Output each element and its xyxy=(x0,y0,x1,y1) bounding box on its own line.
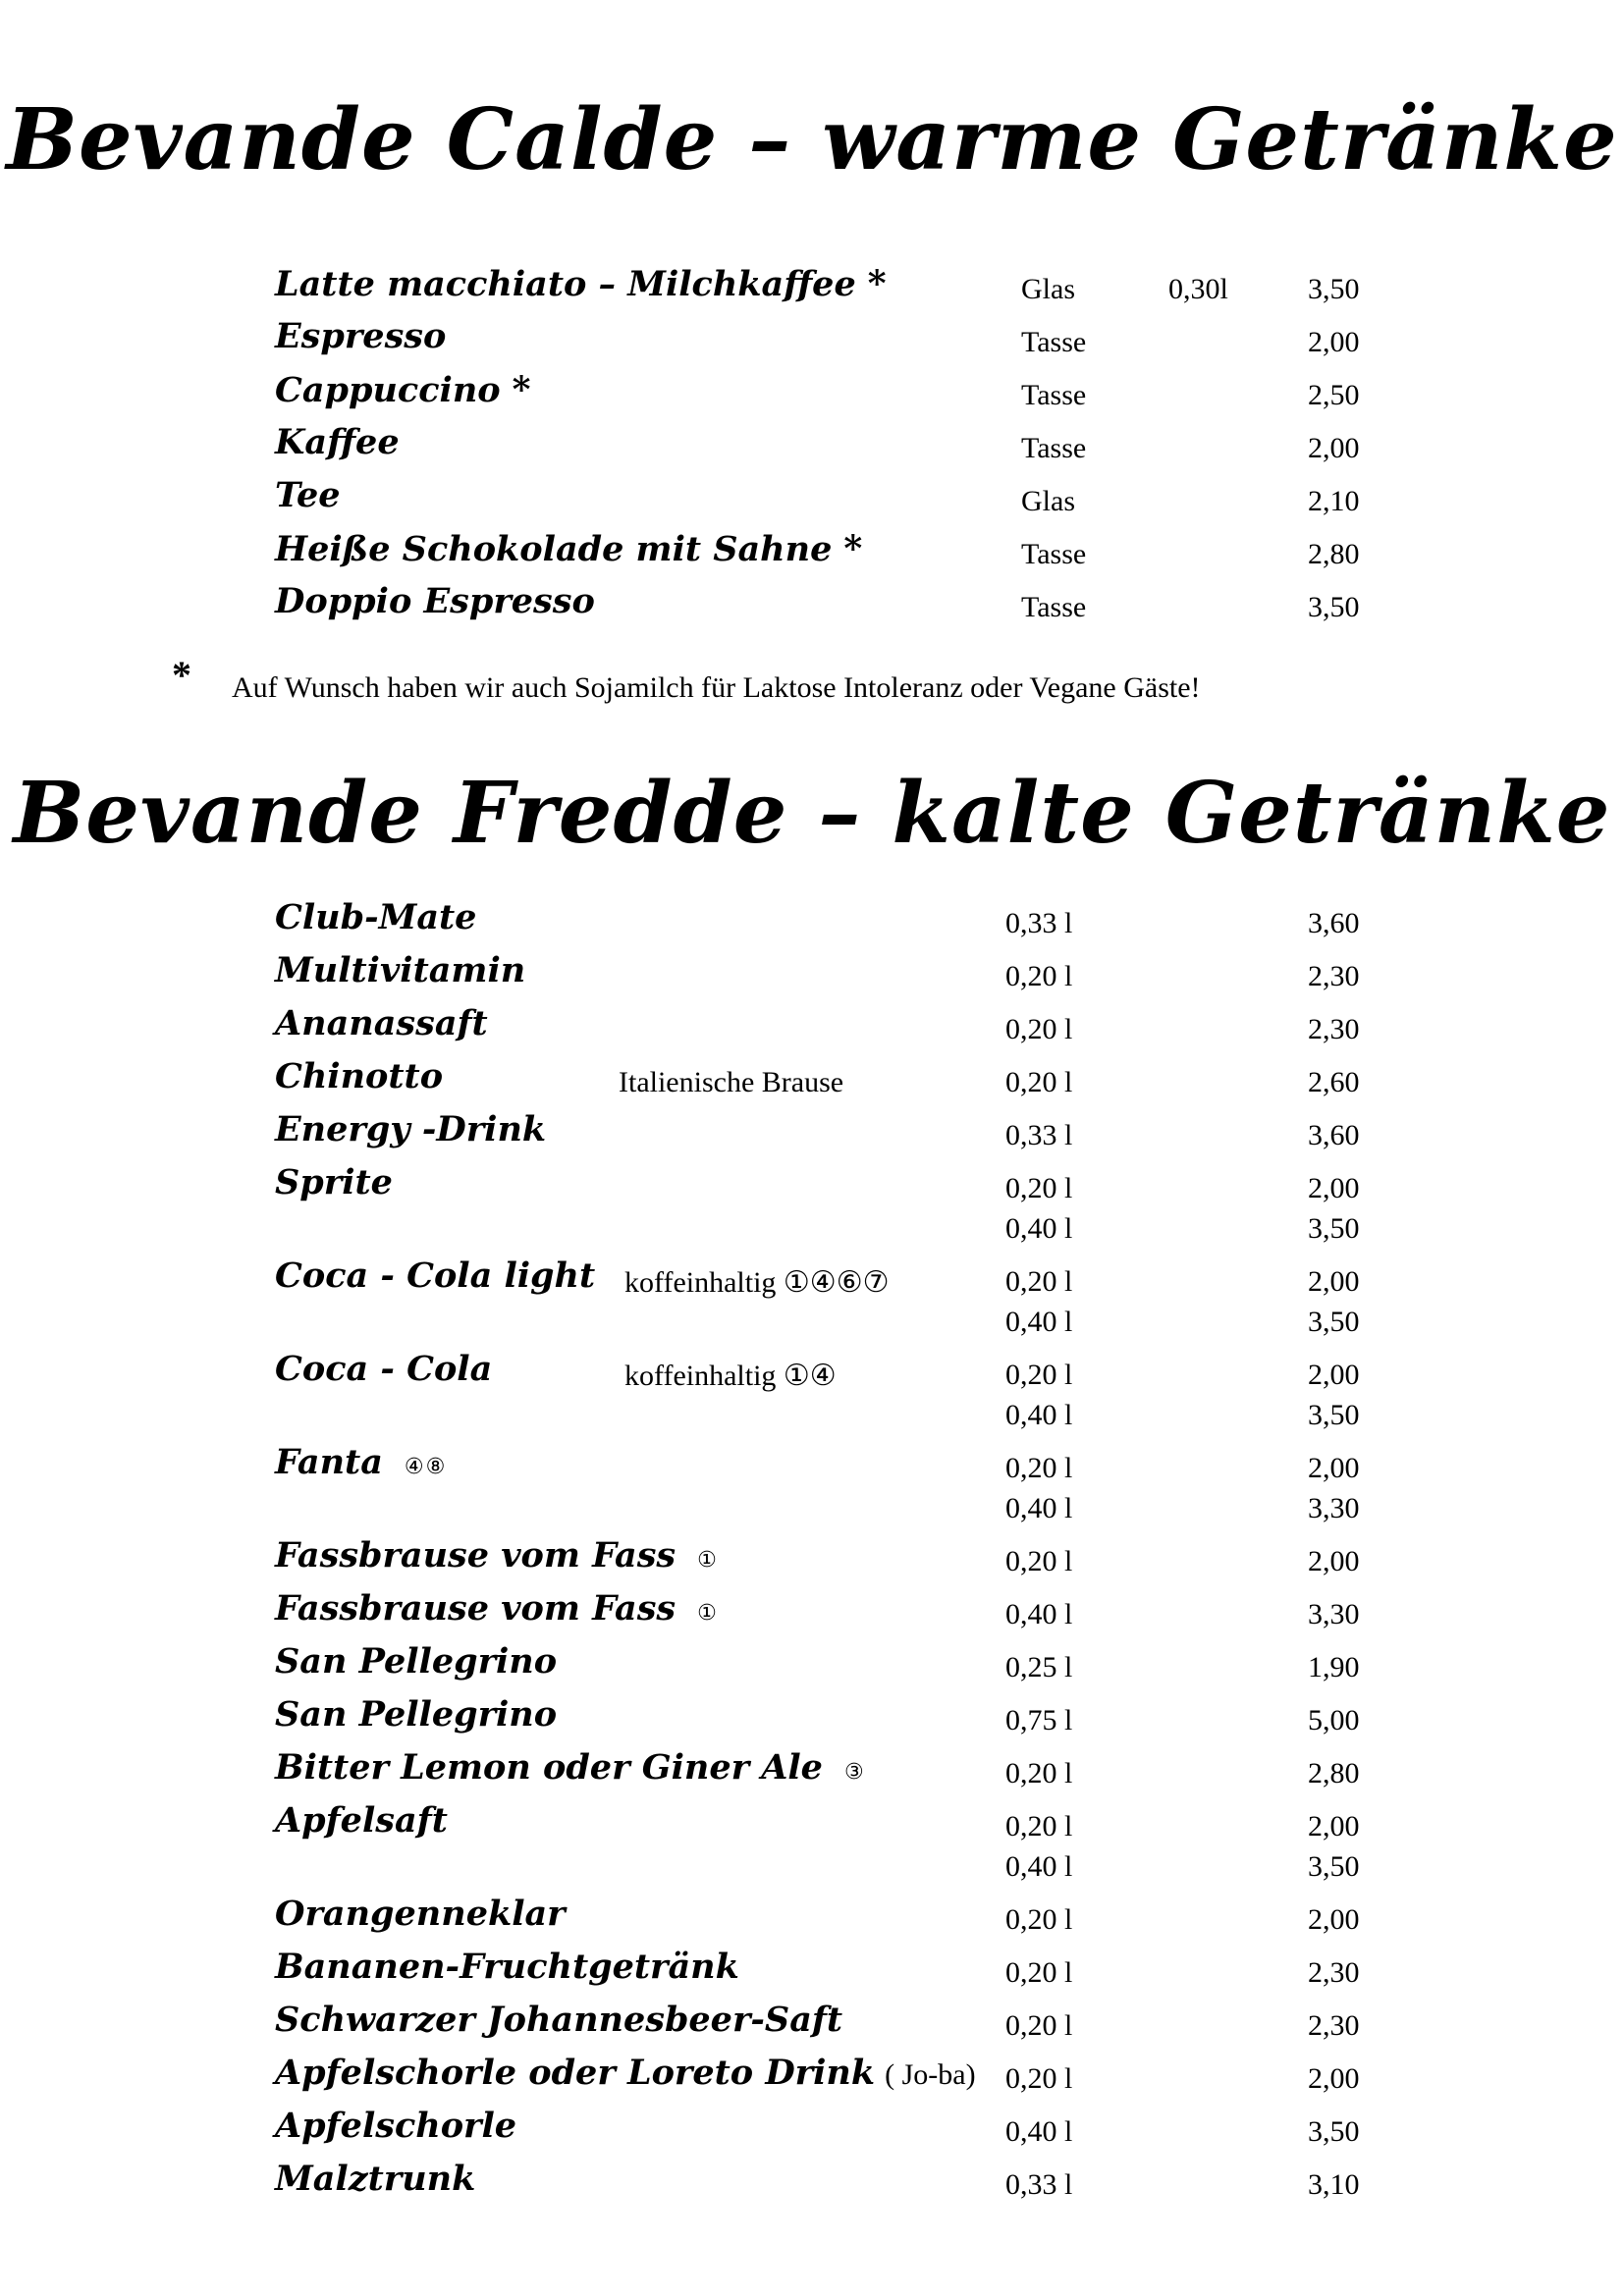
additive-marker: ③ xyxy=(843,1760,866,1785)
cold-drink-name xyxy=(275,1162,393,1202)
hot-drink-name-text: Cappuccino xyxy=(275,370,501,410)
hot-drink-name-text: Tee xyxy=(275,475,341,515)
hot-drink-container: Tasse xyxy=(1021,326,1087,358)
hot-drink-container: Tasse xyxy=(1021,379,1087,411)
cold-drink-name-text: Apfelschorle xyxy=(275,2106,517,2146)
cold-drink-volume: 0,40 l xyxy=(1005,1850,1073,1883)
cold-drink-price: 3,50 xyxy=(1308,1850,1360,1883)
cold-drinks-title: Bevande Fredde – kalte Getränke xyxy=(13,764,1611,863)
cold-drink-price: 2,00 xyxy=(1308,1903,1360,1936)
hot-drink-price: 2,00 xyxy=(1308,432,1360,464)
cold-drink-price: 3,60 xyxy=(1308,1119,1360,1151)
cold-drink-name xyxy=(275,1641,557,1682)
cold-drink-name-text: Ananassaft xyxy=(275,1003,488,1043)
cold-drink-price: 2,80 xyxy=(1308,1757,1360,1789)
cold-drink-name xyxy=(275,1694,557,1735)
cold-drink-volume: 0,33 l xyxy=(1005,907,1073,939)
cold-drink-name xyxy=(275,1349,492,1389)
cold-drink-price: 3,50 xyxy=(1308,1212,1360,1245)
hot-drink-price: 3,50 xyxy=(1308,591,1360,623)
hot-drink-name xyxy=(275,369,530,410)
cold-drink-name-text: Fanta xyxy=(275,1442,383,1482)
cold-drink-volume: 0,33 l xyxy=(1005,1119,1073,1151)
cold-drink-name xyxy=(275,2053,976,2093)
hot-drink-price: 3,50 xyxy=(1308,273,1360,305)
cold-drink-name-text: Club-Mate xyxy=(275,897,477,937)
hot-drink-name xyxy=(275,263,887,304)
hot-drink-name-text: Doppio Espresso xyxy=(275,581,595,621)
hot-drink-name xyxy=(275,528,862,569)
cold-drink-description: koffeinhaltig ①④⑥⑦ xyxy=(624,1266,890,1299)
cold-drink-price: 2,00 xyxy=(1308,1172,1360,1204)
cold-drink-volume: 0,25 l xyxy=(1005,1651,1073,1683)
cold-drink-name xyxy=(275,897,476,937)
hot-drink-name-text: Latte macchiato – Milchkaffee xyxy=(275,264,856,304)
cold-drink-name-text: Fassbrause vom Fass xyxy=(275,1588,677,1629)
hot-drink-name xyxy=(275,316,446,356)
cold-drink-name xyxy=(275,1056,443,1096)
cold-drink-volume: 0,20 l xyxy=(1005,1810,1073,1842)
cold-drink-price: 2,30 xyxy=(1308,2009,1360,2042)
cold-drink-name-text: Orangenneklar xyxy=(275,1894,566,1934)
cold-drink-price: 2,30 xyxy=(1308,960,1360,992)
cold-drink-volume: 0,20 l xyxy=(1005,1956,1073,1989)
cold-drink-name xyxy=(275,1109,546,1149)
cold-drink-volume: 0,40 l xyxy=(1005,1399,1073,1431)
hot-drink-price: 2,50 xyxy=(1308,379,1360,411)
asterisk-marker: * xyxy=(512,369,531,410)
cold-drink-volume: 0,40 l xyxy=(1005,2115,1073,2148)
cold-drink-volume: 0,20 l xyxy=(1005,1013,1073,1045)
cold-drink-name-text: San Pellegrino xyxy=(275,1694,558,1735)
hot-drink-price: 2,00 xyxy=(1308,326,1360,358)
cold-drink-volume: 0,40 l xyxy=(1005,1492,1073,1524)
cold-drink-volume: 0,20 l xyxy=(1005,1452,1073,1484)
cold-drink-name xyxy=(275,950,525,990)
cold-drink-description: koffeinhaltig ①④ xyxy=(624,1360,837,1392)
cold-drink-name-text: Multivitamin xyxy=(275,950,526,990)
cold-drink-price: 3,50 xyxy=(1308,2115,1360,2148)
cold-drink-volume: 0,20 l xyxy=(1005,1545,1073,1577)
cold-drink-volume: 0,20 l xyxy=(1005,2009,1073,2042)
cold-drink-price: 5,00 xyxy=(1308,1704,1360,1736)
hot-drink-name xyxy=(275,581,595,621)
cold-drink-name-text: San Pellegrino xyxy=(275,1641,558,1682)
asterisk-marker: * xyxy=(843,528,863,569)
cold-drink-name-text: Bitter Lemon oder Giner Ale xyxy=(275,1747,823,1788)
cold-drink-price: 2,00 xyxy=(1308,1810,1360,1842)
cold-drink-name xyxy=(275,2159,475,2199)
cold-drink-price: 2,00 xyxy=(1308,1265,1360,1298)
hot-drink-container: Tasse xyxy=(1021,432,1087,464)
hot-drink-name-text: Kaffee xyxy=(275,422,400,462)
cold-drink-volume: 0,75 l xyxy=(1005,1704,1073,1736)
cold-drink-name xyxy=(275,1535,719,1575)
cold-drink-name-text: Schwarzer Johannesbeer-Saft xyxy=(275,2000,843,2040)
cold-drink-volume: 0,20 l xyxy=(1005,1903,1073,1936)
additive-marker: ① xyxy=(697,1548,719,1573)
cold-drink-price: 2,60 xyxy=(1308,1066,1360,1098)
cold-drink-name-text: Chinotto xyxy=(275,1056,444,1096)
cold-drink-volume: 0,20 l xyxy=(1005,960,1073,992)
cold-drink-volume: 0,40 l xyxy=(1005,1306,1073,1338)
cold-drink-price: 3,50 xyxy=(1308,1306,1360,1338)
cold-drink-price: 3,60 xyxy=(1308,907,1360,939)
cold-drink-price: 2,00 xyxy=(1308,1452,1360,1484)
cold-drink-name-text: Malztrunk xyxy=(275,2159,476,2199)
cold-drink-price: 2,30 xyxy=(1308,1956,1360,1989)
cold-drink-name-text: Apfelsaft xyxy=(275,1800,448,1841)
cold-drink-name xyxy=(275,1894,566,1934)
hot-drink-price: 2,10 xyxy=(1308,485,1360,517)
cold-drink-name-text: Energy -Drink xyxy=(275,1109,547,1149)
cold-drink-volume: 0,20 l xyxy=(1005,1757,1073,1789)
cold-drink-price: 3,30 xyxy=(1308,1492,1360,1524)
additive-marker: ④⑧ xyxy=(404,1455,448,1479)
cold-drink-description: Italienische Brause xyxy=(619,1066,844,1098)
cold-drink-volume: 0,40 l xyxy=(1005,1212,1073,1245)
hot-drink-name-text: Espresso xyxy=(275,316,447,356)
cold-drink-name-text: Fassbrause vom Fass xyxy=(275,1535,677,1575)
cold-drink-price: 3,30 xyxy=(1308,1598,1360,1630)
cold-drink-price: 3,10 xyxy=(1308,2168,1360,2201)
cold-drink-volume: 0,20 l xyxy=(1005,1265,1073,1298)
cold-drink-name-text: Coca - Cola light xyxy=(275,1255,596,1296)
hot-drink-container: Tasse xyxy=(1021,591,1087,623)
cold-drink-name xyxy=(275,2106,516,2146)
cold-drink-volume: 0,33 l xyxy=(1005,2168,1073,2201)
asterisk-marker: * xyxy=(867,263,887,304)
additive-marker: ① xyxy=(697,1601,719,1626)
cold-drink-name-text: Bananen-Fruchtgetränk xyxy=(275,1947,739,1987)
hot-drink-volume: 0,30l xyxy=(1168,273,1228,305)
cold-drink-volume: 0,20 l xyxy=(1005,1172,1073,1204)
cold-drink-name xyxy=(275,1947,739,1987)
hot-drink-name-text: Heiße Schokolade mit Sahne xyxy=(275,529,833,569)
cold-drink-name xyxy=(275,1003,488,1043)
hot-drink-container: Tasse xyxy=(1021,538,1087,570)
hot-drink-name xyxy=(275,422,400,462)
cold-drink-volume: 0,20 l xyxy=(1005,2062,1073,2095)
cold-drink-name-text: Apfelschorle oder Loreto Drink xyxy=(275,2053,876,2093)
cold-drink-name-text: Coca - Cola xyxy=(275,1349,493,1389)
cold-drink-price: 1,90 xyxy=(1308,1651,1360,1683)
cold-drink-name xyxy=(275,1588,719,1629)
hot-drink-container: Glas xyxy=(1021,485,1075,517)
cold-drink-volume: 0,20 l xyxy=(1005,1359,1073,1391)
note-asterisk: * xyxy=(172,653,191,697)
cold-drink-price: 2,30 xyxy=(1308,1013,1360,1045)
cold-drink-price: 3,50 xyxy=(1308,1399,1360,1431)
cold-drink-price: 2,00 xyxy=(1308,2062,1360,2095)
cold-drink-name xyxy=(275,1747,866,1788)
cold-drink-name-text: Sprite xyxy=(275,1162,393,1202)
cold-drink-suffix: ( Jo-ba) xyxy=(885,2058,976,2091)
cold-drink-name xyxy=(275,1255,595,1296)
hot-drink-price: 2,80 xyxy=(1308,538,1360,570)
cold-drink-price: 2,00 xyxy=(1308,1359,1360,1391)
cold-drink-name xyxy=(275,2000,842,2040)
soy-milk-note: Auf Wunsch haben wir auch Sojamilch für Laktose Intoleranz oder Vegane Gäste! xyxy=(232,671,1201,704)
hot-drinks-title: Bevande Calde – warme Getränke xyxy=(6,90,1618,189)
cold-drink-name xyxy=(275,1800,448,1841)
cold-drink-volume: 0,20 l xyxy=(1005,1066,1073,1098)
cold-drink-volume: 0,40 l xyxy=(1005,1598,1073,1630)
hot-drink-name xyxy=(275,475,341,515)
cold-drink-price: 2,00 xyxy=(1308,1545,1360,1577)
cold-drink-name xyxy=(275,1442,447,1482)
hot-drink-container: Glas xyxy=(1021,273,1075,305)
